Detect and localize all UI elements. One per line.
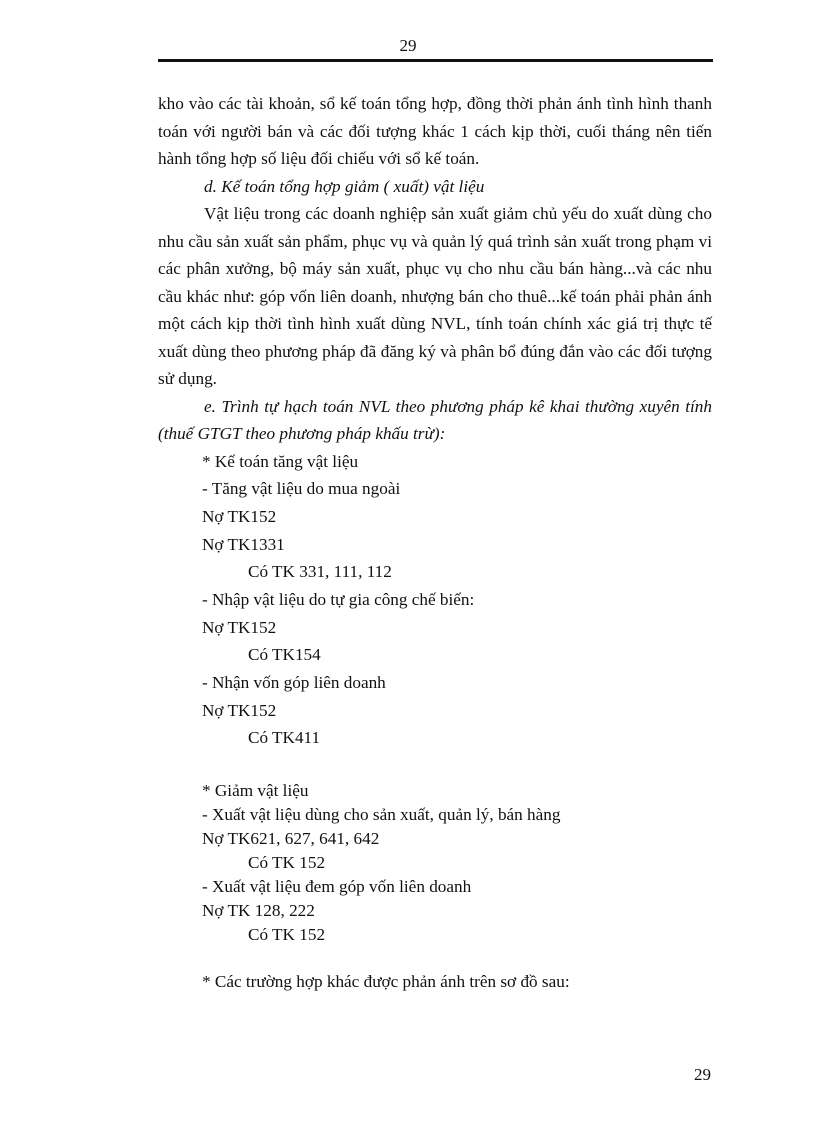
decrease-title: * Giảm vật liệu xyxy=(202,781,309,801)
usage-label: - Xuất vật liệu dùng cho sản xuất, quản lý, bán hàng xyxy=(202,805,561,825)
page-content xyxy=(158,90,712,996)
processing-debit: Nợ TK152 xyxy=(202,617,277,637)
header-rule xyxy=(158,59,713,62)
other-cases: * Các trường hợp khác được phản ánh trên sơ đồ sau: xyxy=(202,972,570,992)
processing-credit: Có TK154 xyxy=(248,645,321,665)
purchase-credit: Có TK 331, 111, 112 xyxy=(248,562,392,582)
heading-e: e. Trình tự hạch toán NVL theo phương pháp kê khai thường xuyên tính (thuế GTGT theo phương pháp khấu trừ): xyxy=(158,396,712,443)
purchase-debit-2: Nợ TK1331 xyxy=(202,534,285,554)
header-page-number: 29 xyxy=(399,36,417,55)
paragraph-2: Vật liệu trong các doanh nghiệp sản xuất giảm chủ yếu do xuất dùng cho nhu cầu sản xuất sản phẩm, phục vụ và quản lý quá trình sản xuất trong phạm vi các phân xưởng, bộ máy sản xuất, phục vụ cho nhu cầu bán hàng...và các nhu cầu khác như: góp vốn liên doanh, nhượng bán cho thuê...kế toán phải phản ánh một cách kịp thời tình hình xuất dùng NVL, tính toán chính xác giá trị thực tế xuất dùng theo phương pháp đã đăng ký và phân bổ đúng đắn vào các đối tượng sử dụng. xyxy=(158,204,712,388)
footer-page-number: 29 xyxy=(694,1065,711,1084)
jv-debit: Nợ TK 128, 222 xyxy=(202,901,315,921)
jv-credit: Có TK 152 xyxy=(248,925,326,945)
purchase-debit-1: Nợ TK152 xyxy=(202,506,277,526)
heading-d: d. Kế toán tổng hợp giảm ( xuất) vật liệu xyxy=(204,176,485,196)
purchase-label: - Tăng vật liệu do mua ngoài xyxy=(202,479,401,499)
increase-title: * Kế toán tăng vật liệu xyxy=(202,451,359,471)
capital-credit: Có TK411 xyxy=(248,728,321,748)
paragraph-1: kho vào các tài khoản, sổ kế toán tổng hợp, đồng thời phản ánh tình hình thanh toán với người bán và các đối tượng khác 1 cách kịp thời, cuối tháng nên tiến hành tổng hợp số liệu đối chiếu với sổ kế toán. xyxy=(158,94,712,168)
capital-label: - Nhận vốn góp liên doanh xyxy=(202,673,386,692)
processing-label: - Nhập vật liệu do tự gia công chế biến: xyxy=(202,589,475,609)
spacer xyxy=(158,752,712,779)
usage-debit: Nợ TK621, 627, 641, 642 xyxy=(202,829,380,849)
capital-debit: Nợ TK152 xyxy=(202,700,277,720)
jv-label: - Xuất vật liệu đem góp vốn liên doanh xyxy=(202,877,472,897)
spacer xyxy=(158,947,712,968)
usage-credit: Có TK 152 xyxy=(248,853,326,873)
